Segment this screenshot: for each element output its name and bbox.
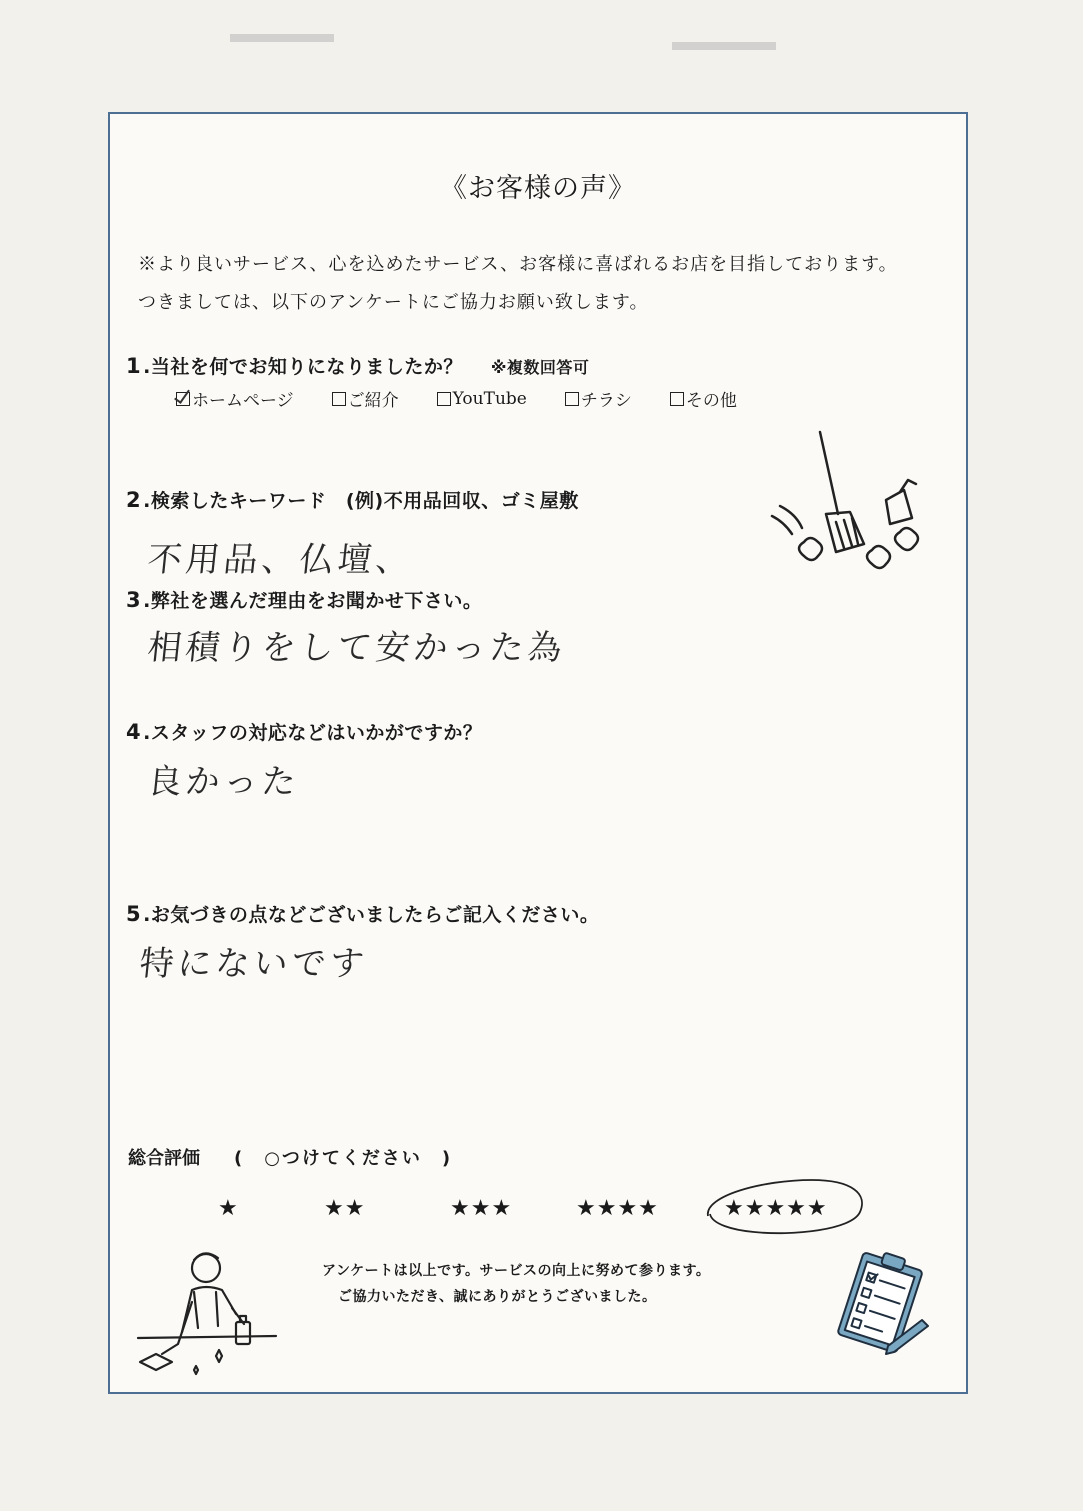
option-youtube[interactable] xyxy=(437,386,527,411)
question-number: 5 xyxy=(126,902,142,926)
answer-3: 相積りをして安かった為 xyxy=(145,628,568,668)
option-label: ホームページ xyxy=(192,391,294,411)
page-title: 《お客様の声》 xyxy=(440,173,636,204)
rating-instruction: ( ○つけてください ) xyxy=(234,1148,453,1169)
option-flyer[interactable] xyxy=(565,386,632,411)
rating-option-2[interactable]: ★★ xyxy=(324,1196,366,1221)
rating-option-3[interactable]: ★★★ xyxy=(450,1196,513,1221)
checkbox[interactable] xyxy=(565,392,579,406)
question-text: .弊社を選んだ理由をお聞かせ下さい。 xyxy=(143,590,483,612)
scan-artifact xyxy=(672,42,776,50)
question-number: 4 xyxy=(126,720,142,744)
option-label: その他 xyxy=(685,391,737,411)
option-label: チラシ xyxy=(580,391,632,411)
question-5 xyxy=(126,900,599,927)
option-homepage[interactable] xyxy=(176,386,294,411)
selected-rating-circle xyxy=(702,1174,870,1244)
checkbox-checked[interactable] xyxy=(176,392,190,406)
question-number: 2 xyxy=(126,488,142,512)
checkbox[interactable] xyxy=(670,392,684,406)
question-note: ※複数回答可 xyxy=(490,358,590,377)
closing-line-1: アンケートは以上です。サービスの向上に努めて参ります。 xyxy=(322,1263,711,1279)
option-referral[interactable] xyxy=(332,386,399,411)
answer-2: 不用品、仏壇、 xyxy=(145,540,416,580)
checkbox[interactable] xyxy=(437,392,451,406)
broom-icon xyxy=(762,426,942,586)
question-number: 3 xyxy=(126,588,142,612)
question-text: .検索したキーワード (例)不用品回収、ゴミ屋敷 xyxy=(143,490,579,512)
question-4 xyxy=(126,718,482,745)
option-label: ご紹介 xyxy=(347,391,399,411)
question-text: .当社を何でお知りになりましたか？ xyxy=(143,356,463,378)
question-text: .お気づきの点などございましたらご記入ください。 xyxy=(143,904,600,926)
rating-label: 総合評価 xyxy=(128,1148,200,1169)
option-other[interactable] xyxy=(670,386,737,411)
clipboard-icon xyxy=(826,1250,936,1362)
answer-5: 特にないです xyxy=(137,944,370,984)
rating-option-1[interactable]: ★ xyxy=(218,1196,239,1221)
cleaning-staff-icon xyxy=(132,1244,282,1378)
survey-form xyxy=(108,112,968,1394)
rating-option-5[interactable]: ★★★★★ xyxy=(724,1196,828,1221)
source-options xyxy=(176,386,775,411)
question-3 xyxy=(126,586,482,613)
question-2 xyxy=(126,486,579,513)
rating-option-4[interactable]: ★★★★ xyxy=(576,1196,659,1221)
question-number: 1 xyxy=(126,354,142,378)
question-1 xyxy=(126,352,589,379)
closing-line-2: ご協力いただき、誠にありがとうございました。 xyxy=(338,1289,657,1305)
option-label: YouTube xyxy=(452,388,527,409)
scan-artifact xyxy=(230,34,334,42)
checkbox[interactable] xyxy=(332,392,346,406)
answer-4: 良かった xyxy=(145,762,302,802)
intro-line-2: つきましては、以下のアンケートにご協力お願い致します。 xyxy=(138,292,649,313)
intro-line-1: ※より良いサービス、心を込めたサービス、お客様に喜ばれるお店を目指しております。 xyxy=(138,254,898,275)
question-text: .スタッフの対応などはいかがですか？ xyxy=(143,722,483,744)
